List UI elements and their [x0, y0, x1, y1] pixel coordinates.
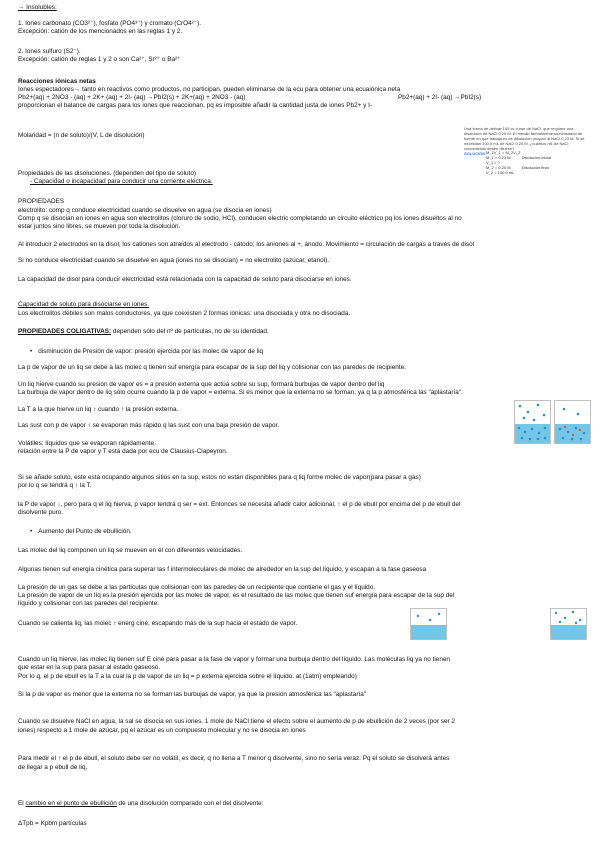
beakers-image: [514, 400, 592, 444]
boiling-equation: ΔTpb = Kpbm partículas: [18, 820, 87, 827]
molarity-formula: Molaridad = (n de soluto)/(V, L de disolución): [18, 132, 145, 139]
liquid-vapor-pressure-2: líquido y colisionar con las paredes del recipiente.: [18, 600, 160, 607]
conductivity-item: - Capacidad o incapacidad para conducir una corriente eléctrica.: [30, 178, 213, 185]
solute-effect: Si se añade soluto, este está ocupando algunos sitios en la sup, estos no están disponibles para q liq forme molec de vapor(para pasar a gas): [18, 474, 421, 481]
dissociation-capacity: Capacidad de soluto para disociarse en iones.: [18, 301, 150, 308]
boiling-bubbles: Cuando un liq hierve, las molec liq tienen suf E ciné para pasar a la fase de vapor y formar una burbuja dentro del líquido. Las moléculas liq ya no tienen: [18, 656, 450, 663]
electrodes: Al introducir 2 electrodos en la disol, los cationes son atraídos al electrodo - cátodo; los aniones al +, ánodo. Movimiento = circulación de cargas a través de disol: [18, 241, 475, 248]
formula-line: M_1 = 0,23 M Disolución inicial: [486, 155, 552, 160]
gas-pressure: La presión de un gas se debe a las partículas que colisionan con las paredes de un recipiente que contiene el gas y el líquido.: [18, 584, 376, 591]
liquid-vapor-pressure: La presión de vapor de un líq es la presión ejercida por las molec de vapor, es el resultado de las molec que tienen suf energía para escapar de la sup del: [18, 592, 455, 599]
clausius-clapeyron: relación entre la P de vapor y T está dada por ecu de Clausius-Clapeyron.: [18, 448, 228, 455]
extra-heat-2: disolvente puro.: [18, 509, 64, 516]
boiling-bubbles-2: que estar en la sup para pasar al estado gaseoso.: [18, 664, 161, 671]
dilution-example-text: Una forma de derivar 100 cc d ese de NaCl, que requiere una disolución de NaCl 0,20 M. El mecán farmalmente suministrado de fuente en que trabaja es de disolución ocupan al NaCl 0,23 M. Si se necesitan 100,0 mL de NaCl 0,20 M, ¿cuántos mL de NaCl concentrado deben diluirse?: [464, 126, 585, 151]
weak-electrolytes: Los electrolitos débiles son malos conductores, ya que coexisten 2 formas iónicas: una disociada y otra no disociada.: [18, 310, 351, 317]
non-volatile-solute-2: de llegar a p ebull de liq.: [18, 764, 88, 771]
charge-balance: proporcionan el balance de cargas para los iones que reaccionan, pq es imposible añadir la cantidad justa de iones Pb2+ y I-: [18, 102, 373, 109]
rule-2-exception: Excepción: catión de reglas 1 y 2 o son Ca²⁺, Sr²⁺ o Ba²⁺: [18, 56, 181, 63]
rule-1-exception: Excepción: catión de los mencionados en las reglas 1 y 2.: [18, 28, 183, 35]
kinetic-energy: Algunas tienen suf energía cinética para superar las f intermoleculares de molec de alrededor en la sup del líquido, y escapan a la fase gaseosa: [18, 566, 427, 573]
beakers-boiling-image: [410, 608, 590, 640]
colligative-properties: PROPIEDADES COLIGATIVAS: dependen sólo del nº de partículas, no de su identidad.: [18, 328, 269, 335]
spectator-ions: Iones espectadores→ tanto en reactivos como productos, no participan, pueden eliminarse de la ecu para obtener una ecuaiónica neta: [18, 86, 401, 93]
molecule-speeds: Las molec del liq componen un liq se mueven en él con diferentes velocidades.: [18, 547, 243, 554]
formula-line: M_1V_1 = M_2V_2: [486, 150, 521, 155]
vapor-pressure-figure: [514, 400, 592, 449]
formula-line: M_2 = 0,20 M Disolución final: [486, 165, 549, 170]
vapor-pressure-bullet: • disminución de Presión de vapor: presión ejercida por las molec de vapor de liq: [30, 348, 263, 356]
properties-title: Propiedades de las disoluciones. (dependen del tipo de soluto): [18, 170, 196, 177]
boiling-pressure: La T a la que hierve un liq ↑ cuando ↑ la presión externa.: [18, 406, 179, 413]
heating-liquid: Cuando se calienta liq, las molec ↑ energ ciné, escapando más de la sup hacia el estado de vapor.: [18, 620, 298, 627]
boiling-condition: Un liq hierve cuando su presión de vapor es = a presión externa que actúa sobre su sup, formará burbujas de vapor dentro del liq: [18, 381, 385, 388]
dilution-final-label: Disolución final: [521, 165, 549, 170]
dilution-formula: [486, 150, 551, 175]
electrolyte-detail: Comp q se disocian en iones en agua son electrolitos (cloruro de sodio, HCl), conducen electric completando un circuito eléctrico pq los iones disueltos al no: [18, 215, 462, 222]
vapor-pressure-def: La p de vapor de un liq se debe a las molec q tienen suf energía para escapar de la sup del liq y colisionar con las paredes de recipiente.: [18, 364, 406, 371]
evaporation-rate: Las sust con p de vapor ↑ se evaporan más rápido q las sust con una baja presión de vapor.: [18, 422, 280, 429]
nacl-dissociation: Cuando se disuelve NaCl en agua, la sal se disocia en sus iones. 1 mole de NaCl tiene el efecto sobre el aumento de p de ebullición de 2 veces (por ser 2: [18, 718, 455, 725]
boiling-change: El cambio en el punto de ebullición de una disolución comparado con el del disolvente:: [18, 800, 264, 807]
electrolyte-def: electrolito: comp q conduce electricidad cuando se disuelve en agua (se disocia en iones): [18, 207, 272, 214]
conductivity-relation: La capacidad de disol para conducir electricidad está relacionada con la capacitad de soluto para disociarse en iones.: [18, 276, 352, 283]
properties-heading: PROPIEDADES: [18, 198, 65, 205]
non-electrolyte: Si no conduce electricidad cuando se disuelve en agua (iones no se disocian) = no electrolito (azúcar, etanol).: [18, 257, 330, 264]
formula-line: V_2 = 100,0 mL: [486, 170, 515, 175]
formula-line: V_1 = ?: [486, 160, 500, 165]
atmospheric-pressure: Si la p de vapor es menor que la externa no se forman las burbujas de vapor, ya que la presión atmosférica las "aplastaría": [18, 691, 367, 698]
section-net-ionic: Reacciones iónicas netas: [18, 78, 96, 85]
net-equation: Pb2+(aq) + 2I- (aq) →PbI2(s): [398, 94, 482, 101]
dilution-initial-label: Disolución inicial: [521, 155, 552, 160]
rule-2: 2. Iones sulfuro (S2⁻).: [18, 48, 81, 55]
full-equation: Pb2+(aq) + 2NO3 - (aq) + 2K+ (aq) + 2I- (aq) →PbI2(s) + 2K+(aq) + 2NO3 - (aq): [18, 94, 246, 101]
electrolyte-detail-2: estar juntos sino libres, se mueven por toda la disolución.: [18, 223, 181, 230]
rule-1: 1. Iones carbonato (CO3²⁻), fosfato (PO4³⁻) y cromato (CrO4²⁻).: [18, 20, 202, 27]
dilution-solution-label: SOLUCIÓN: [464, 151, 486, 156]
non-volatile-solute: Para medir el ↑ el p de ebull, el soluto debe ser no volátil, es decir, q no llena a T menor q disolvente, sino no sería veraz. Pq el soluto se disolverá antes: [18, 755, 450, 762]
boiling-point-bullet: • Aumento del Punto de ebullición.: [30, 528, 132, 536]
bubble-condition: La burbuja de vapor dentro de liq sólo ocurre cuando la p de vapor = externa. Si es menor que la externa no se forman, ya q la p atmosférica las "aplastaría".: [18, 389, 463, 396]
volatile-def: Volátiles: líquidos que se evaporan rápidamente.: [18, 440, 156, 447]
nacl-dissociation-2: iones) respecto a 1 mole de azúcar, pq el azúcar es un compuesto molecular y no se disocia en iones: [18, 727, 306, 734]
extra-heat: la P de vapor ↓, pero para q el liq hierva, p vapor tendrá q ser = ext. Entonces se necesita añadir calor adicional, ↑ el p de ebull por encima del p de ebull del: [18, 501, 461, 508]
solute-effect-2: por lo q se tendrá q ↑ la T.: [18, 482, 92, 489]
boiling-point-def: Por lo q, el p de ebull es la T a la cual la p de vapor de un liq = p externa ejercida sobre el líquido. at (1atm) empleando): [18, 673, 357, 680]
heading-insolubles: → Insolubles:: [18, 4, 57, 11]
boiling-figure: [410, 608, 590, 645]
